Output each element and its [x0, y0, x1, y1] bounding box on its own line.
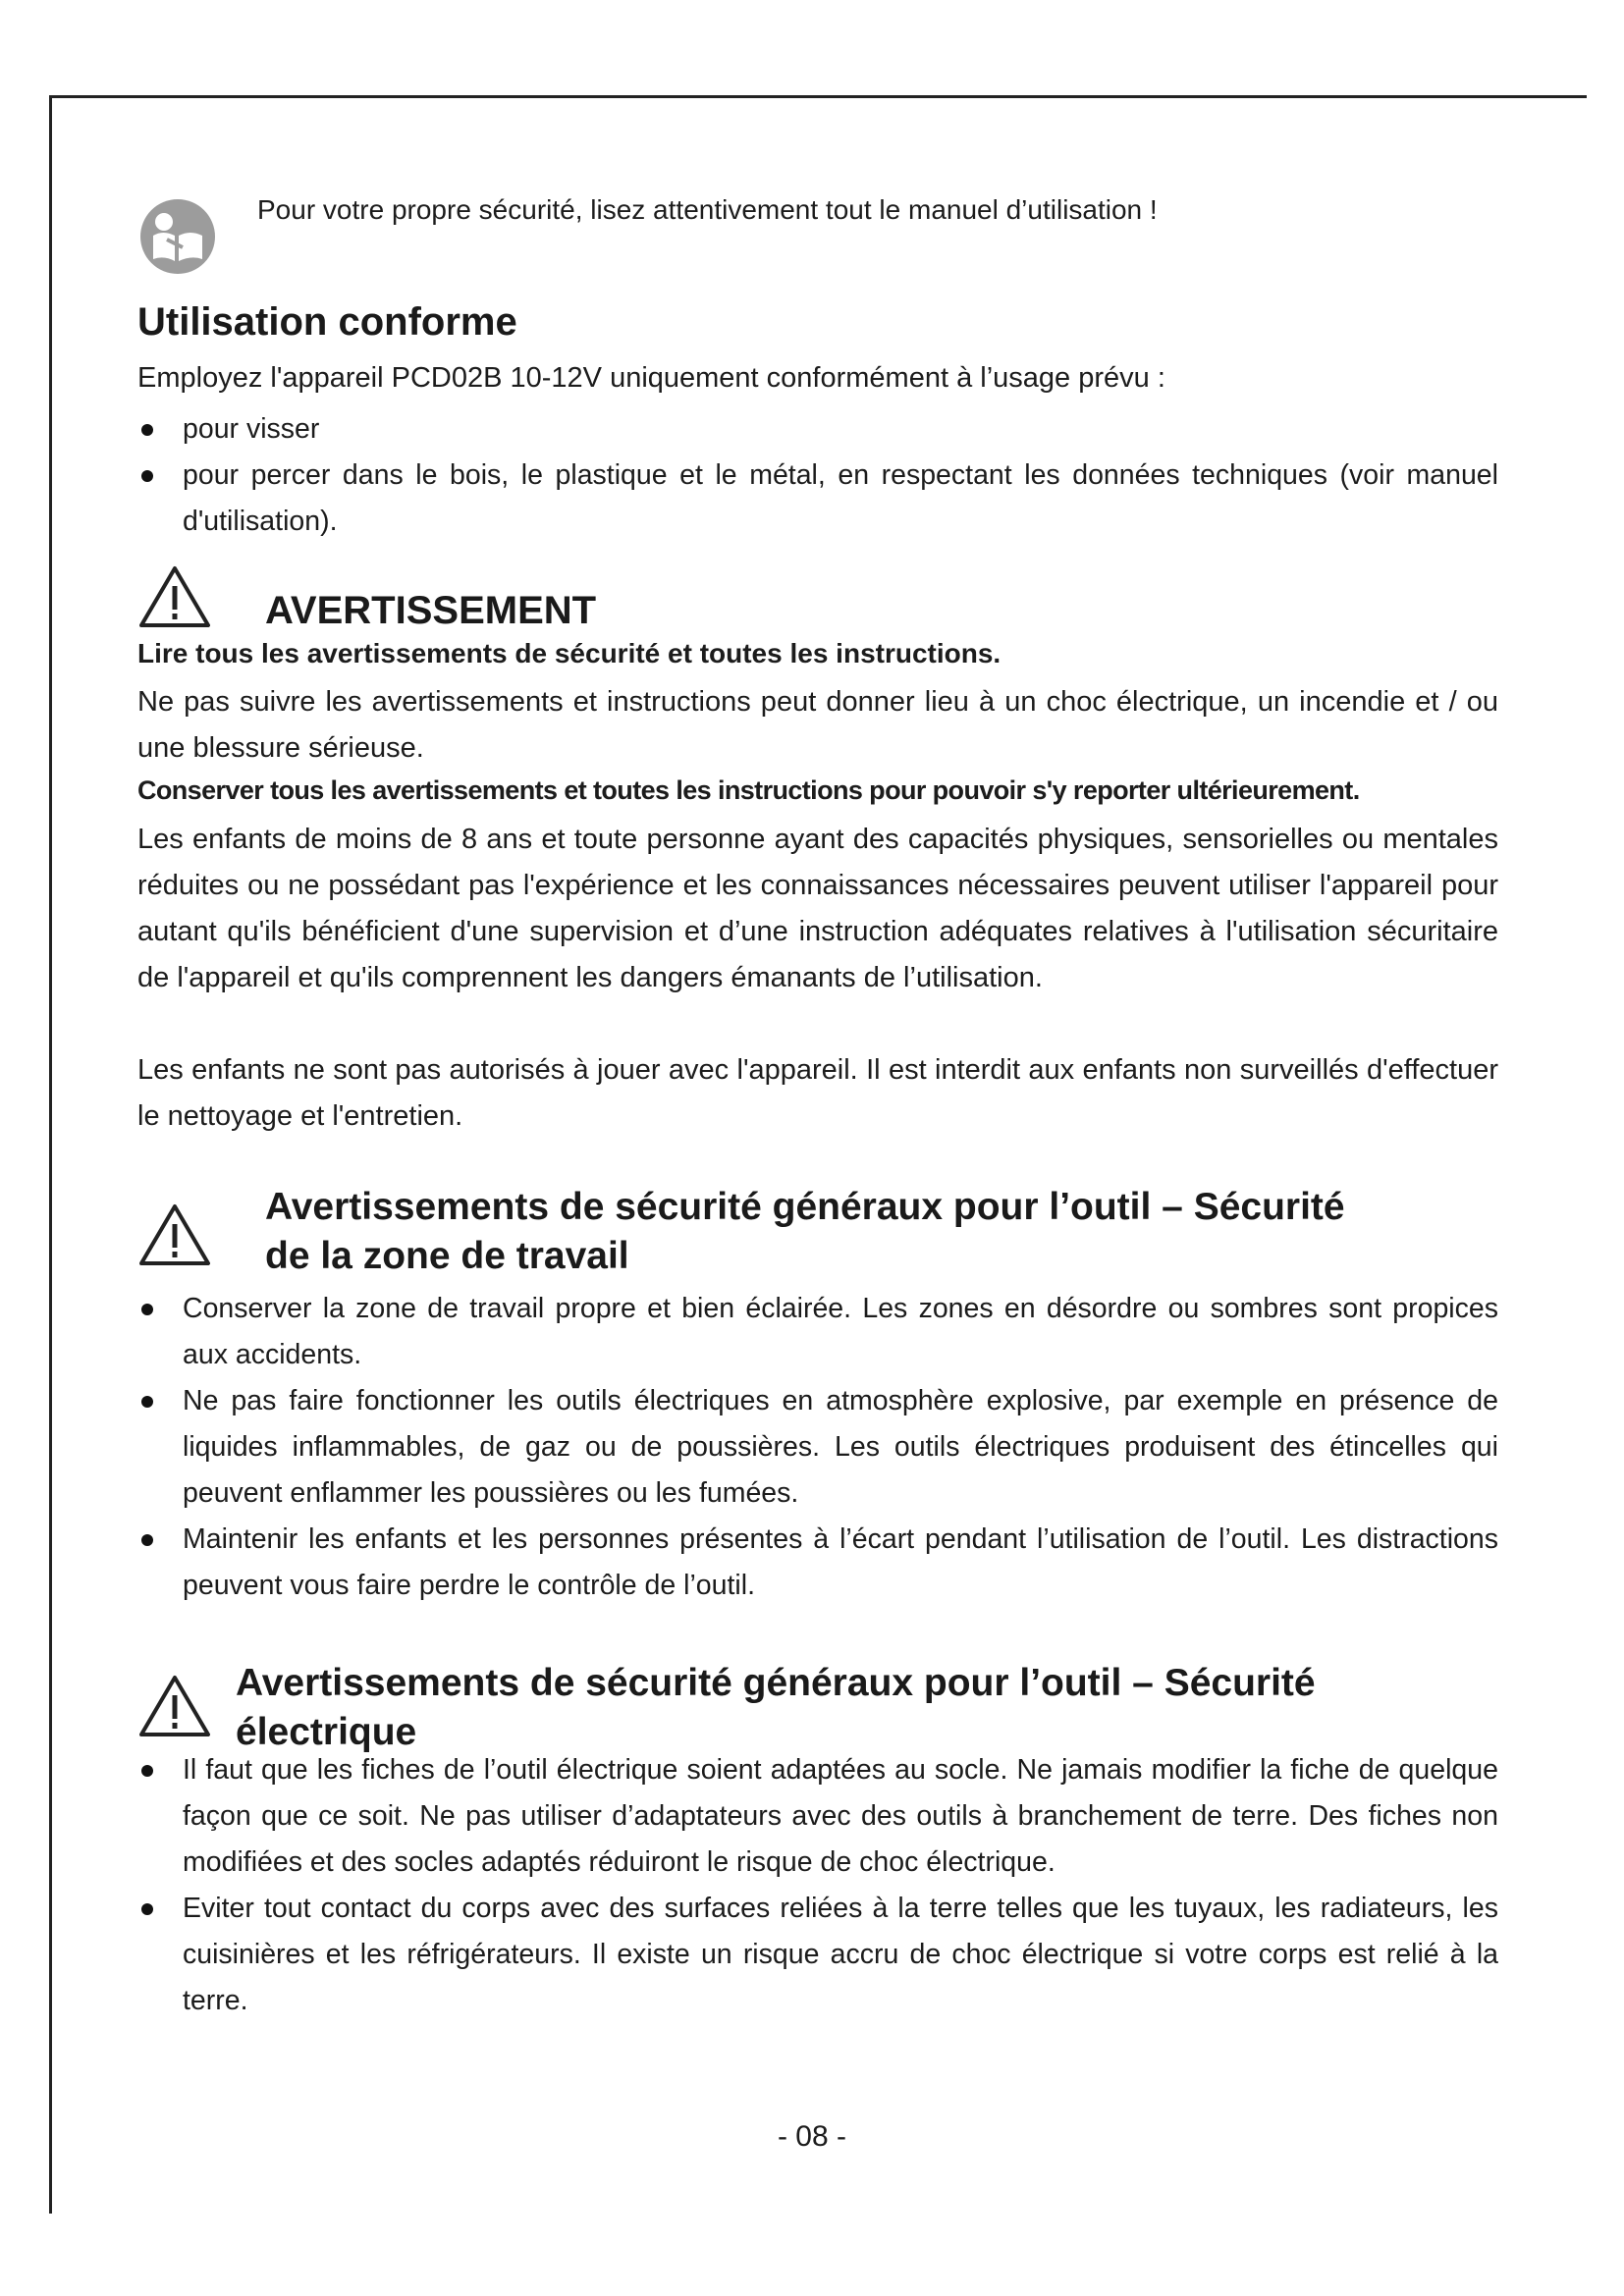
zone-travail-list: [137, 1286, 1498, 1609]
avertissement-read-all: Lire tous les avertissements de sécurité et toutes les instructions.: [137, 638, 1001, 668]
bullet: [141, 1765, 153, 1777]
title-line-1: Avertissements de sécurité généraux pour l’outil – Sécurité: [236, 1662, 1316, 1704]
list-item: Conserver la zone de travail propre et bien éclairée. Les zones en désordre ou sombres sont propices aux accidents.: [137, 1286, 1498, 1378]
title-line-1: Avertissements de sécurité généraux pour l’outil – Sécurité: [265, 1186, 1345, 1228]
warning-triangle-icon: [137, 564, 212, 634]
bullet: [141, 1304, 153, 1315]
utilisation-lead: Employez l'appareil PCD02B 10-12V uniquement conformément à l’usage prévu :: [137, 362, 1165, 394]
manual-reader-icon: [137, 196, 218, 277]
section-title-zone-travail: [265, 1183, 1345, 1281]
warning-triangle-icon: [137, 1674, 212, 1743]
section-title-avertissement: AVERTISSEMENT: [265, 589, 597, 632]
intro-safety-note: Pour votre propre sécurité, lisez attentivement tout le manuel d’utilisation !: [257, 194, 1158, 225]
section-title-electrique: [236, 1659, 1316, 1757]
bullet: [141, 424, 153, 436]
bullet: [141, 470, 153, 482]
list-item: Il faut que les fiches de l’outil électrique soient adaptées au socle. Ne jamais modifier la fiche de quelque façon que ce soit. Ne pas utiliser d’adaptateurs avec des outils à branchement de terre. Des fiches non modifiées et des socles adaptés réduiront le risque de choc électrique.: [137, 1747, 1498, 1886]
list-item: pour visser: [137, 406, 1498, 453]
list-item: Eviter tout contact du corps avec des surfaces reliées à la terre telles que les tuyaux, les radiateurs, les cuisinières et les réfrigérateurs. Il existe un risque accru de choc électrique si votre corps est relié à la terre.: [137, 1886, 1498, 2024]
page-frame-left-rule: [49, 95, 52, 2214]
list-item: pour percer dans le bois, le plastique et le métal, en respectant les données techniques (voir manuel d'utilisation).: [137, 453, 1498, 545]
electrique-list: [137, 1747, 1498, 2024]
bullet: [141, 1903, 153, 1915]
avertissement-paragraph-2: Les enfants de moins de 8 ans et toute personne ayant des capacités physiques, sensorielles ou mentales réduites ou ne possédant pas l'expérience et les connaissances nécessaires peuvent utiliser l'appareil pour autant qu'ils bénéficient d'une supervision et d’une instruction adéquates relatives à l'utilisation sécuritaire de l'appareil et qu'ils comprennent les dangers émanants de l’utilisation.: [137, 824, 1498, 993]
list-item: Maintenir les enfants et les personnes présentes à l’écart pendant l’utilisation de l’outil. Les distractions peuvent vous faire perdre le contrôle de l’outil.: [137, 1517, 1498, 1609]
title-line-2: de la zone de travail: [265, 1235, 629, 1277]
bullet: [141, 1534, 153, 1546]
list-item: Ne pas faire fonctionner les outils électriques en atmosphère explosive, par exemple en présence de liquides inflammables, de gaz ou de poussières. Les outils électriques produisent des étincelles qui peuvent enflammer les poussières ou les fumées.: [137, 1378, 1498, 1517]
avertissement-keep-instructions: Conserver tous les avertissements et toutes les instructions pour pouvoir s'y reporter ultérieurement.: [137, 775, 1360, 805]
avertissement-paragraph-3: Les enfants ne sont pas autorisés à jouer avec l'appareil. Il est interdit aux enfants non surveillés d'effectuer le nettoyage et l'entretien.: [137, 1054, 1498, 1132]
page-number: - 08 -: [777, 2120, 847, 2153]
bullet: [141, 1396, 153, 1408]
section-title-utilisation: Utilisation conforme: [137, 300, 517, 344]
warning-triangle-icon: [137, 1202, 212, 1272]
title-line-2: électrique: [236, 1711, 417, 1753]
page-frame-top-rule: [49, 95, 1587, 98]
utilisation-list: [137, 406, 1498, 545]
avertissement-paragraph-1: Ne pas suivre les avertissements et instructions peut donner lieu à un choc électrique, un incendie et / ou une blessure sérieuse.: [137, 686, 1498, 764]
